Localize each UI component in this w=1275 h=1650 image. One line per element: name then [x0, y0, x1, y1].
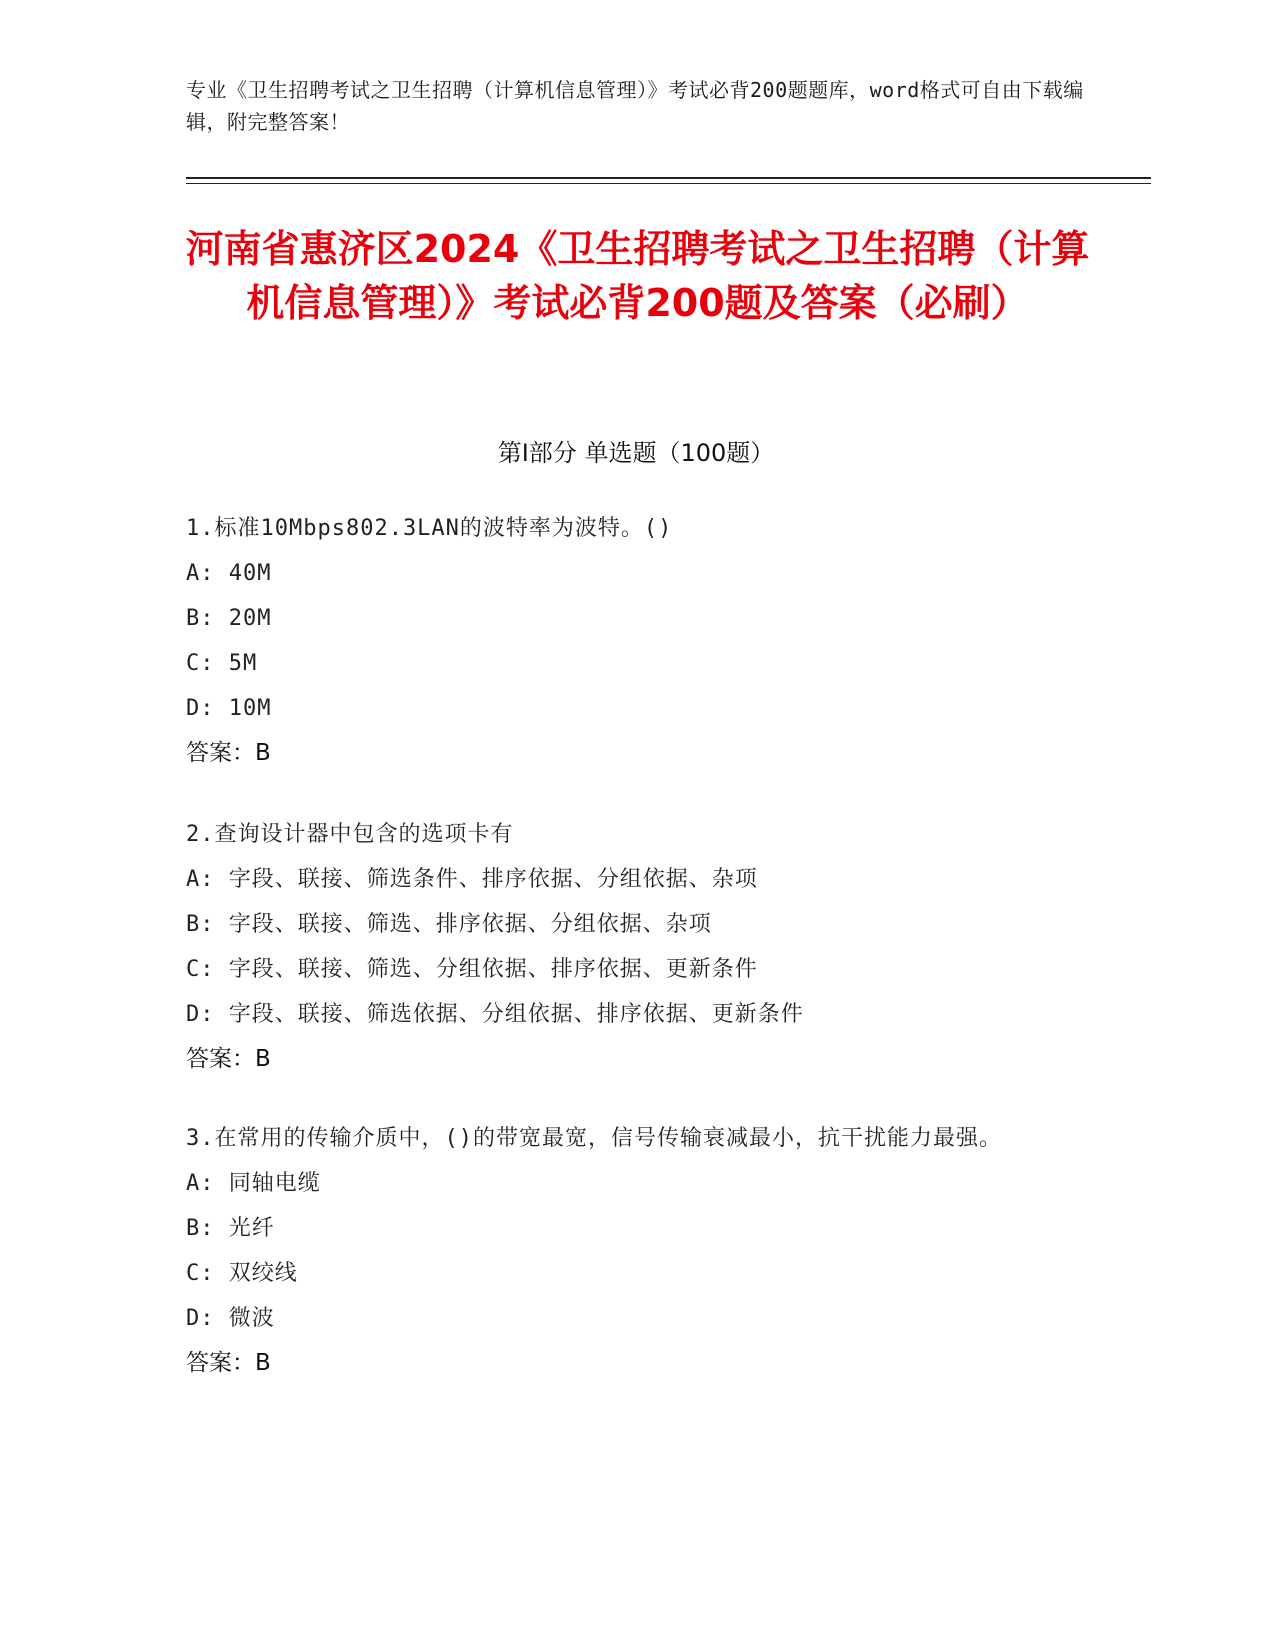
header-note: 专业《卫生招聘考试之卫生招聘（计算机信息管理）》考试必背200题题库，word格式可自由下载编辑，附完整答案！ — [186, 78, 1084, 134]
question-block — [186, 812, 1066, 1082]
option-c: C: 5M — [186, 651, 258, 676]
option-b: B: 20M — [186, 606, 272, 631]
option-b: B: 光纤 — [186, 1216, 275, 1241]
option-a: A: 字段、联接、筛选条件、排序依据、分组依据、杂项 — [186, 867, 758, 892]
question-stem: 1.标准10Mbps802.3LAN的波特率为波特。() — [186, 516, 673, 541]
question-stem: 2.查询设计器中包含的选项卡有 — [186, 822, 514, 847]
answer: 答案：B — [186, 1350, 271, 1376]
header-divider-thick — [186, 177, 1151, 179]
question-block — [186, 506, 1066, 776]
question-block — [186, 1116, 1066, 1386]
option-d: D: 字段、联接、筛选依据、分组依据、排序依据、更新条件 — [186, 1002, 804, 1027]
option-c: C: 字段、联接、筛选、分组依据、排序依据、更新条件 — [186, 957, 758, 982]
option-d: D: 微波 — [186, 1306, 275, 1331]
answer: 答案：B — [186, 1046, 271, 1072]
document-title: 河南省惠济区2024《卫生招聘考试之卫生招聘（计算机信息管理）》考试必背200题及答案（必刷） — [185, 227, 1090, 325]
answer: 答案：B — [186, 740, 271, 766]
option-b: B: 字段、联接、筛选、排序依据、分组依据、杂项 — [186, 912, 712, 937]
option-c: C: 双绞线 — [186, 1261, 298, 1286]
question-stem: 3.在常用的传输介质中，()的带宽最宽，信号传输衰减最小，抗干扰能力最强。 — [186, 1126, 1002, 1151]
option-a: A: 40M — [186, 561, 272, 586]
section-heading: 第Ⅰ部分 单选题（100题） — [497, 439, 775, 467]
option-d: D: 10M — [186, 696, 272, 721]
header-divider-thin — [186, 183, 1151, 184]
option-a: A: 同轴电缆 — [186, 1171, 321, 1196]
